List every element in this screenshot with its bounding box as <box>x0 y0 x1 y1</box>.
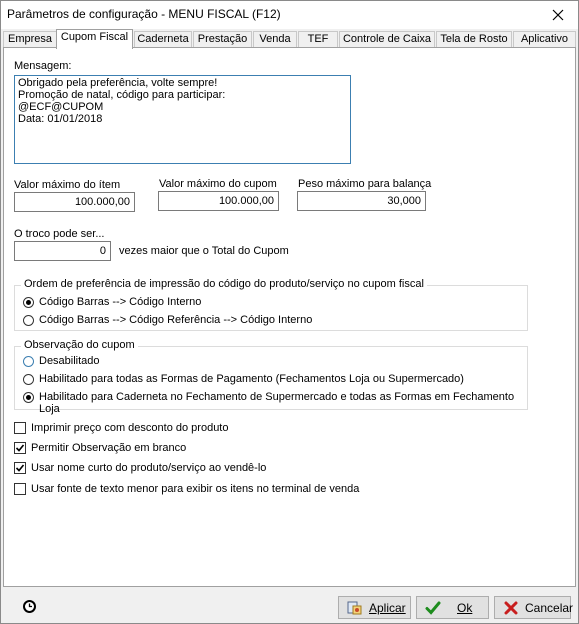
max-weight-label: Peso máximo para balança <box>298 178 432 190</box>
tab-strip <box>3 29 576 48</box>
checkbox-short-name[interactable] <box>14 462 26 474</box>
checkbox-discount-price[interactable] <box>14 422 26 434</box>
ok-label: Ok <box>457 601 473 615</box>
observation-option-1[interactable]: Desabilitado <box>39 355 100 367</box>
radio-selected-dot <box>26 300 31 305</box>
checkmark-icon <box>15 443 25 453</box>
checkbox-blank-observation[interactable] <box>14 442 26 454</box>
max-coupon-input[interactable]: 100.000,00 <box>158 191 279 211</box>
clock-icon <box>23 600 36 613</box>
message-textarea[interactable]: Obrigado pela preferência, volte sempre! Promoção de natal, código para participar: @ECF@CUPOM Data: 01/01/2018 <box>14 75 351 164</box>
apply-icon <box>347 600 363 616</box>
max-item-label: Valor máximo do ítem <box>14 179 121 191</box>
max-coupon-label: Valor máximo do cupom <box>159 178 277 190</box>
close-button[interactable] <box>538 1 578 29</box>
max-weight-input[interactable]: 30,000 <box>297 191 426 211</box>
checkbox-discount-price-label[interactable]: Imprimir preço com desconto do produto <box>31 422 229 434</box>
print-order-radio-2[interactable] <box>23 315 34 326</box>
tab-tef[interactable]: TEF <box>298 31 338 48</box>
change-multiplier-input[interactable]: 0 <box>14 241 111 261</box>
tab-prestacao[interactable]: Prestação <box>193 31 252 48</box>
cupom-fiscal-panel <box>3 47 576 587</box>
radio-selected-dot <box>26 395 31 400</box>
tab-controle-de-caixa[interactable]: Controle de Caixa <box>339 31 435 48</box>
tab-cupom-fiscal[interactable]: Cupom Fiscal <box>56 29 133 49</box>
checkbox-short-name-label[interactable]: Usar nome curto do produto/serviço ao vendê-lo <box>31 462 267 474</box>
apply-button[interactable] <box>338 596 411 619</box>
observation-radio-3[interactable] <box>23 392 34 403</box>
window-title: Parâmetros de configuração - MENU FISCAL (F12) <box>7 7 281 21</box>
checkbox-blank-observation-label[interactable]: Permitir Observação em branco <box>31 442 187 454</box>
help-button[interactable] <box>23 600 36 613</box>
checkmark-icon <box>15 463 25 473</box>
print-order-option-1[interactable]: Código Barras --> Código Interno <box>39 296 202 308</box>
checkbox-small-font-label[interactable]: Usar fonte de texto menor para exibir os itens no terminal de venda <box>31 483 360 495</box>
print-order-radio-1[interactable] <box>23 297 34 308</box>
print-order-option-2[interactable]: Código Barras --> Código Referência --> Código Interno <box>39 314 313 326</box>
cancel-button[interactable] <box>494 596 574 619</box>
cancel-x-icon <box>503 600 519 616</box>
change-suffix-label: vezes maior que o Total do Cupom <box>119 245 289 257</box>
observation-radio-1[interactable] <box>23 356 34 367</box>
observation-option-3[interactable]: Habilitado para Caderneta no Fechamento de Supermercado e todas as Formas em Fechamento Loja <box>39 391 515 415</box>
max-item-input[interactable]: 100.000,00 <box>14 192 135 212</box>
tab-tela-de-rosto[interactable]: Tela de Rosto <box>436 31 512 48</box>
tab-empresa[interactable]: Empresa <box>3 31 57 48</box>
observation-group <box>14 339 528 415</box>
apply-label: Aplicar <box>369 601 406 615</box>
message-label: Mensagem: <box>14 60 72 72</box>
tab-caderneta[interactable]: Caderneta <box>134 31 192 48</box>
print-order-group <box>14 278 528 331</box>
change-label: O troco pode ser... <box>14 228 105 240</box>
ok-button[interactable] <box>416 596 489 619</box>
observation-legend: Observação do cupom <box>21 339 138 351</box>
cancel-label: Cancelar <box>525 601 574 615</box>
checkmark-icon <box>425 600 441 616</box>
observation-radio-2[interactable] <box>23 374 34 385</box>
button-bar <box>1 587 578 623</box>
observation-option-2[interactable]: Habilitado para todas as Formas de Pagamento (Fechamentos Loja ou Supermercado) <box>39 373 464 385</box>
close-icon <box>552 9 564 21</box>
print-order-legend: Ordem de preferência de impressão do código do produto/serviço no cupom fiscal <box>21 278 427 290</box>
checkbox-small-font[interactable] <box>14 483 26 495</box>
tab-venda[interactable]: Venda <box>253 31 297 48</box>
title-bar <box>1 1 578 29</box>
tab-aplicativo[interactable]: Aplicativo <box>513 31 576 48</box>
